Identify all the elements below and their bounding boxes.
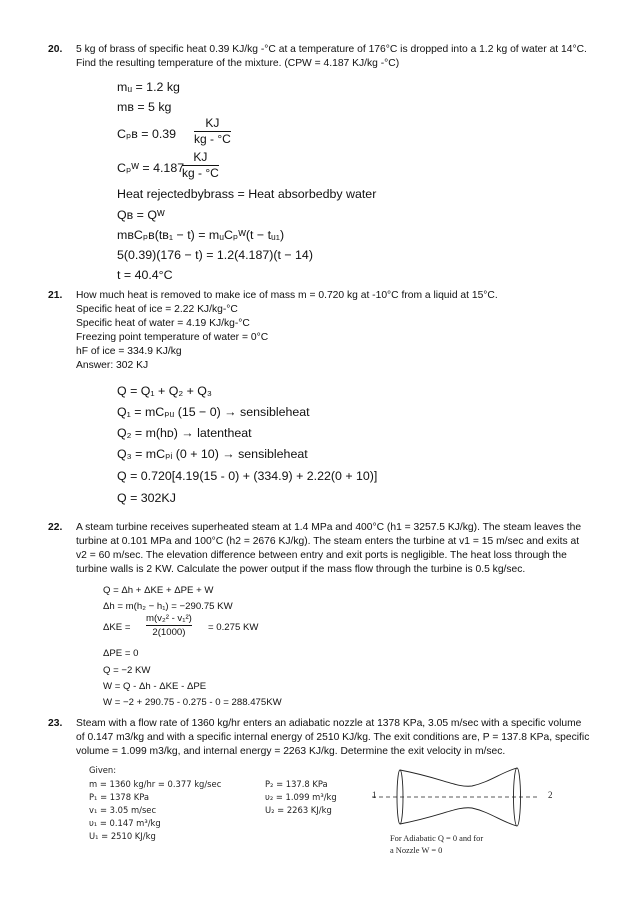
problem-number-20: 20. [48, 44, 63, 55]
eq-20-heat-balance: Heat rejectedbybrass = Heat absorbedby water [117, 187, 377, 201]
nozzle-top-wall [400, 768, 517, 786]
eq-20-mw: mᵤ = 1.2 kg [117, 80, 180, 94]
eq-22-energy-balance: Q = Δh + ΔKE + ΔPE + W [103, 585, 214, 596]
problem-23-text-line2: of 0.147 m3/kg and with a specific internal energy of 2510 KJ/kg. The exit conditions are, P = 137.8 KPa, specific [76, 732, 590, 743]
given-v1: v₁ = 3.05 m/sec [89, 805, 157, 815]
given-u1: U₁ = 2510 KJ/kg [89, 831, 156, 841]
problem-23-text-line3: volume = 1.099 m3/kg, and internal energy = 2263 KJ/kg. Determine the exit velocity in m/sec. [76, 746, 506, 757]
given-u2: U₂ = 2263 KJ/kg [265, 805, 332, 815]
problem-21-text-line6: Answer: 302 KJ [76, 360, 149, 371]
eq-21-q1: Q₁ = mCₚᵤ (15 − 0) → sensibleheat [117, 405, 310, 419]
eq-21-result: Q = 302KJ [117, 491, 176, 505]
eq-21-q2: Q₂ = m(hᴅ) → latentheat [117, 426, 252, 440]
problem-20-text-line1: 5 kg of brass of specific heat 0.39 KJ/kg -°C at a temperature of 176°C is dropped into a 1.2 kg of water at 14°C. [76, 44, 587, 55]
nozzle-inlet-label: 1 [372, 790, 377, 800]
fraction-numerator: m(v₂² - v₁²) [146, 613, 192, 624]
fraction-numerator: KJ [193, 150, 208, 164]
nozzle-note-line1: For Adiabatic Q = 0 and for [390, 834, 484, 843]
problem-23-text-line1: Steam with a flow rate of 1360 kg/hr enters an adiabatic nozzle at 1378 KPa, 3.05 m/sec with a specific volume [76, 718, 582, 729]
fraction-20-cpw-units [182, 151, 219, 180]
nozzle-outlet-label: 2 [548, 790, 553, 800]
given-specific-volume-1: υ₁ = 0.147 m³/kg [89, 818, 161, 828]
problem-21-text-line5: hF of ice = 334.9 KJ/kg [76, 346, 182, 357]
eq-20-substituted: 5(0.39)(176 − t) = 1.2(4.187)(t − 14) [117, 248, 313, 262]
problem-number-23: 23. [48, 718, 63, 729]
fraction-numerator: KJ [205, 116, 220, 130]
eq-20-expanded: mʙCₚʙ(tʙ₁ − t) = mᵤCₚᵂ(t − tᵤ₁) [117, 228, 285, 242]
eq-20-cpb: Cₚʙ = 0.39 [117, 127, 177, 141]
eq-22-delta-ke-label: ΔKE = [103, 622, 131, 633]
eq-20-cpw: Cₚᵂ = 4.187 [117, 161, 185, 175]
problem-number-22: 22. [48, 522, 63, 533]
problem-21-text-line3: Specific heat of water = 4.19 KJ/kg-°C [76, 318, 250, 329]
problem-21-text-line1: How much heat is removed to make ice of mass m = 0.720 kg at -10°C from a liquid at 15°C. [76, 290, 498, 301]
fraction-denominator: kg - °C [182, 166, 219, 180]
eq-22-q: Q = −2 KW [103, 665, 151, 676]
eq-22-w-result: W = −2 + 290.75 - 0.275 - 0 = 288.475KW [103, 697, 282, 708]
problem-number-21: 21. [48, 290, 63, 301]
fraction-denominator: 2(1000) [152, 627, 186, 638]
eq-21-substituted: Q = 0.720[4.19(15 - 0) + (334.9) + 2.22(0 + 10)] [117, 469, 378, 483]
given-title: Given: [89, 765, 117, 775]
eq-22-delta-pe: ΔPE = 0 [103, 648, 139, 659]
eq-22-delta-ke-value: = 0.275 KW [208, 622, 259, 633]
eq-22-delta-h: Δh = m(h₂ − h₁) = −290.75 KW [103, 601, 233, 612]
given-p1: P₁ = 1378 KPa [89, 792, 150, 802]
eq-21-q3: Q₃ = mCₚᵢ (0 + 10) → sensibleheat [117, 447, 308, 461]
fraction-denominator: kg - °C [194, 132, 231, 146]
problem-21-text-line4: Freezing point temperature of water = 0°C [76, 332, 269, 343]
eq-22-w-expression: W = Q - Δh - ΔKE - ΔPE [103, 681, 207, 692]
given-p2: P₂ = 137.8 KPa [265, 779, 328, 789]
problem-22-text-line4: turbine walls is 2 KW. Calculate the power output if the mass flow through the turbine is 0.5 kg/sec. [76, 564, 526, 575]
problem-22-text-line3: v2 = 60 m/sec. The elevation difference between entry and exit ports is negligible. The heat loss through the [76, 550, 567, 561]
eq-20-mb: mʙ = 5 kg [117, 100, 172, 114]
eq-20-qb-qw: Qʙ = Qᵂ [117, 208, 165, 222]
problem-20-text-line2: Find the resulting temperature of the mixture. (CPW = 4.187 KJ/kg -°C) [76, 58, 400, 69]
problem-22-text-line2: turbine at 0.101 MPa and 100°C (h2 = 2676 KJ/kg). The steam enters the turbine at v1 = 15 m/sec and exits at [76, 536, 580, 547]
eq-21-sum: Q = Q₁ + Q₂ + Q₃ [117, 384, 212, 398]
fraction-22-ke [146, 613, 192, 638]
nozzle-note-line2: a Nozzle W = 0 [390, 846, 443, 855]
problem-22-text-line1: A steam turbine receives superheated steam at 1.4 MPa and 400°C (h1 = 3257.5 KJ/kg). The steam leaves the [76, 522, 582, 533]
problem-21-text-line2: Specific heat of ice = 2.22 KJ/kg-°C [76, 304, 238, 315]
fraction-bar [146, 625, 192, 626]
given-mass-flow: m = 1360 kg/hr = 0.377 kg/sec [89, 779, 222, 789]
fraction-20-cpb-units [194, 117, 231, 146]
nozzle-bottom-wall [400, 808, 517, 826]
eq-20-result: t = 40.4°C [117, 268, 173, 282]
nozzle-diagram [372, 766, 542, 830]
given-specific-volume-2: υ₂ = 1.099 m³/kg [265, 792, 337, 802]
